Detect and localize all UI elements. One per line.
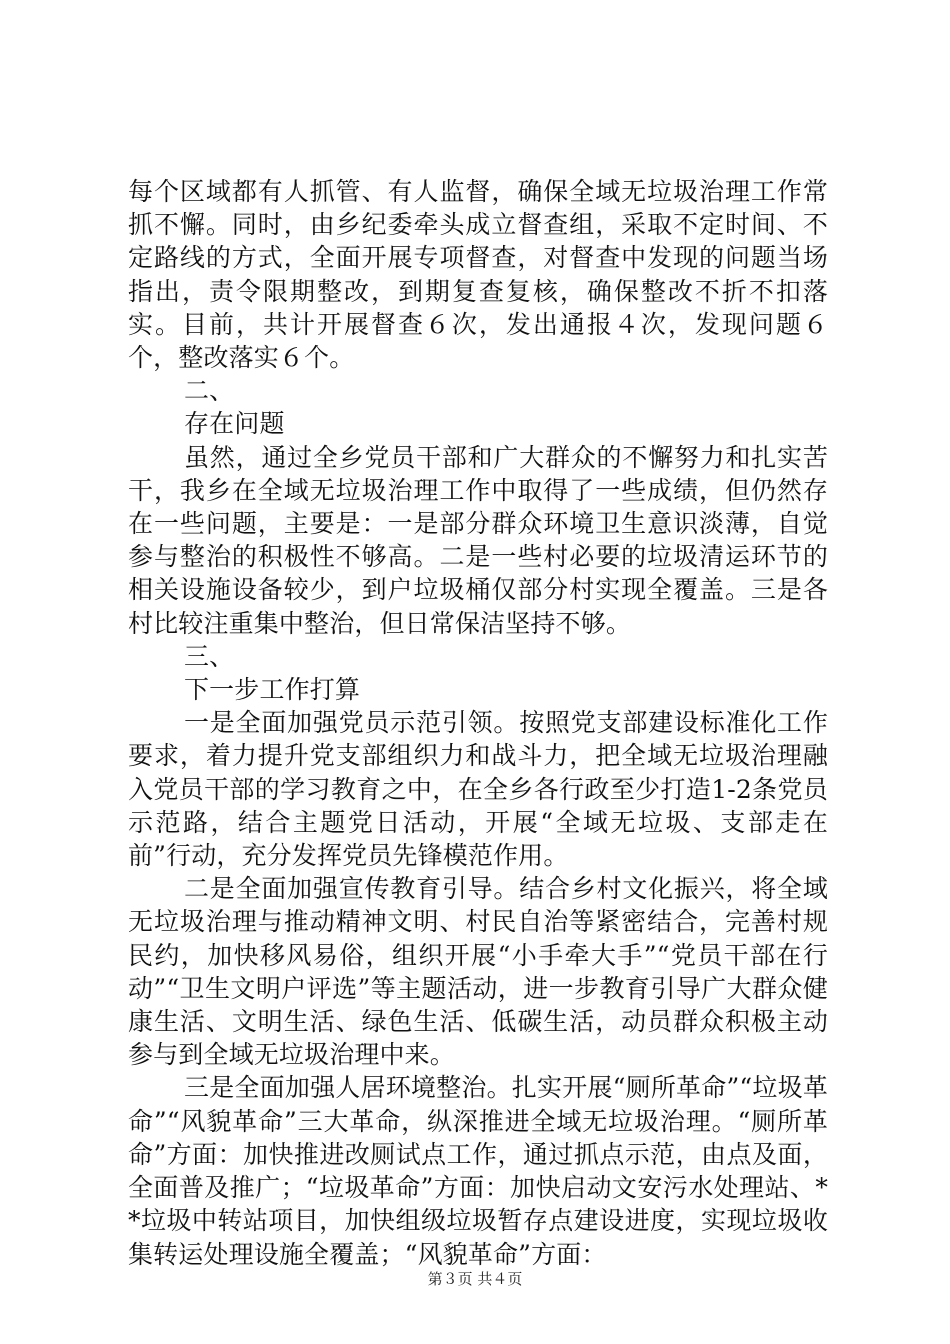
paragraph-publicity-education: 二是全面加强宣传教育引导。结合乡村文化振兴，将全域无垃圾治理与推动精神文明、村民自治等紧密结合，完善村规民约，加快移风易俗，组织开展“小手牵大手”“党员干部在行动”“卫生文明户评选”等主题活动，进一步教育引导广大群众健康生活、文明生活、绿色生活、低碳生活，动员群众积极主动参与到全域无垃圾治理中来。 <box>128 874 828 1070</box>
section-number-three: 三、 <box>184 641 235 671</box>
section-title-problems: 存在问题 <box>184 409 285 439</box>
paragraph-supervision: 每个区域都有人抓管、有人监督，确保全域无垃圾治理工作常抓不懈。同时，由乡纪委牵头成立督查组，采取不定时间、不定路线的方式，全面开展专项督查，对督查中发现的问题当场指出，责令限期整改，到期复查复核，确保整改不折不扣落实。目前，共计开展督查６次，发出通报４次，发现问题６个，整改落实６个。 <box>128 177 828 373</box>
paragraph-problems: 虽然，通过全乡党员干部和广大群众的不懈努力和扎实苦干，我乡在全域无垃圾治理工作中取得了一些成绩，但仍然存在一些问题，主要是：一是部分群众环境卫生意识淡薄，自觉参与整治的积极性不够高。二是一些村必要的垃圾清运环节的相关设施设备较少，到户垃圾桶仅部分村实现全覆盖。三是各村比较注重集中整治，但日常保洁坚持不够。 <box>128 442 828 638</box>
page-number-label: 第３页 共４页 <box>427 1270 523 1288</box>
paragraph-party-leadership: 一是全面加强党员示范引领。按照党支部建设标准化工作要求，着力提升党支部组织力和战斗力，把全域无垃圾治理融入党员干部的学习教育之中，在全乡各行政至少打造1-2条党员示范路，结合主题党日活动，开展“全域无垃圾、支部走在前”行动，充分发挥党员先锋模范作用。 <box>128 708 828 871</box>
document-body <box>128 175 828 1271</box>
section-number-two: 二、 <box>184 376 235 406</box>
section-title-next-steps: 下一步工作打算 <box>184 675 361 705</box>
page-footer <box>0 1268 950 1289</box>
paragraph-environment-rectification: 三是全面加强人居环境整治。扎实开展“厕所革命”“垃圾革命”“风貌革命”三大革命，纵深推进全域无垃圾治理。“厕所革命”方面：加快推进改厕试点工作，通过抓点示范，由点及面，全面普及推广；“垃圾革命”方面：加快启动文安污水处理站、**垃圾中转站项目，加快组级垃圾暂存点建设进度，实现垃圾收集转运处理设施全覆盖；“风貌革命”方面： <box>128 1073 828 1269</box>
